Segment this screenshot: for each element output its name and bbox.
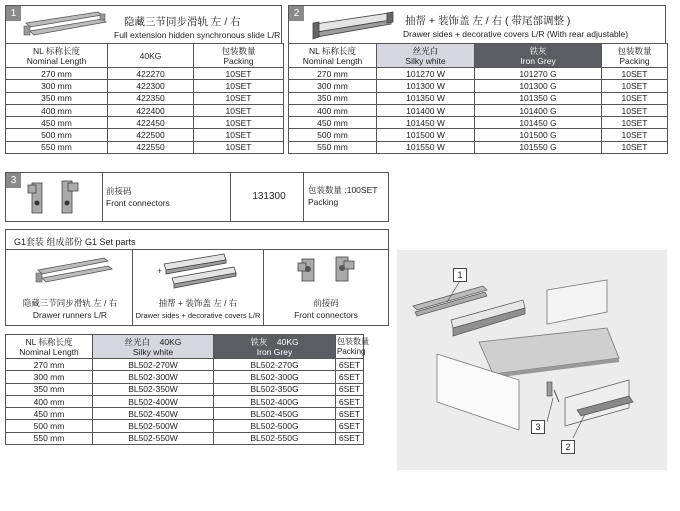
section1-table bbox=[5, 43, 284, 154]
g1-table-cell: 6SET bbox=[336, 420, 364, 432]
section2-title-en: Drawer sides + decorative covers L/R (With rear adjustable) bbox=[403, 29, 629, 39]
section1-table-cell: 500 mm bbox=[6, 129, 108, 141]
g1-drawer-side-illustration bbox=[156, 252, 240, 292]
g1-table-cell: BL502-450G bbox=[214, 408, 336, 420]
section1-table-cell: 10SET bbox=[194, 92, 284, 104]
g1-runner-illustration bbox=[34, 254, 114, 288]
section2-table-cell: 400 mm bbox=[289, 104, 377, 116]
section2-table-cell: 101350 G bbox=[475, 92, 602, 104]
section2-table-cell: 101300 G bbox=[475, 80, 602, 92]
section1-pack-header: 包装数量 Packing bbox=[194, 44, 284, 68]
drawer-assembly-illustration bbox=[397, 250, 667, 470]
g1-table-cell: BL502-400W bbox=[93, 395, 214, 407]
section1-table-cell: 550 mm bbox=[6, 141, 108, 153]
section1-table-row bbox=[6, 68, 284, 80]
section2-table-cell: 10SET bbox=[602, 80, 668, 92]
g1-table-row bbox=[6, 408, 364, 420]
section2-pack-header: 包装数量 Packing bbox=[602, 44, 668, 68]
section2-table-row bbox=[289, 104, 668, 116]
section1-table-cell: 10SET bbox=[194, 104, 284, 116]
section1-table-cell: 10SET bbox=[194, 68, 284, 80]
g1-table-row bbox=[6, 432, 364, 444]
section1-table-cell: 350 mm bbox=[6, 92, 108, 104]
section2-table-cell: 101350 W bbox=[377, 92, 475, 104]
g1-table-cell: 270 mm bbox=[6, 359, 93, 371]
g1-part3-en: Front connectors bbox=[294, 310, 358, 320]
section2-table-cell: 101450 W bbox=[377, 117, 475, 129]
section2-table-cell: 101550 W bbox=[377, 141, 475, 153]
section2-table-row bbox=[289, 92, 668, 104]
g1-table-row bbox=[6, 395, 364, 407]
section1-table-row bbox=[6, 129, 284, 141]
section3-pack-en: Packing bbox=[308, 197, 339, 207]
g1-table-row bbox=[6, 383, 364, 395]
slide-rail-illustration bbox=[22, 9, 112, 41]
section2-header bbox=[288, 5, 666, 43]
diagram-label-1: 1 bbox=[453, 268, 467, 282]
g1-table-cell: 400 mm bbox=[6, 395, 93, 407]
g1-part3-cn: 前接码 bbox=[313, 298, 339, 308]
section1-table-cell: 422550 bbox=[108, 141, 194, 153]
g1-table-cell: BL502-450W bbox=[93, 408, 214, 420]
section1-table-row bbox=[6, 117, 284, 129]
section2-table-cell: 10SET bbox=[602, 68, 668, 80]
section2-silky-header: 丝光白 Silky white bbox=[377, 44, 475, 68]
g1-table-cell: 500 mm bbox=[6, 420, 93, 432]
g1-table-cell: 6SET bbox=[336, 359, 364, 371]
section1-table-row bbox=[6, 80, 284, 92]
g1-table-cell: BL502-400G bbox=[214, 395, 336, 407]
g1-table-cell: 6SET bbox=[336, 432, 364, 444]
section1-table-cell: 422500 bbox=[108, 129, 194, 141]
section1-table-cell: 10SET bbox=[194, 129, 284, 141]
section2-table-cell: 300 mm bbox=[289, 80, 377, 92]
section1-load-header: 40KG bbox=[108, 44, 194, 68]
section1-table-cell: 422270 bbox=[108, 68, 194, 80]
g1-table-row bbox=[6, 359, 364, 371]
g1-part2-cn: 抽帮 + 装饰盖 左 / 右 bbox=[158, 298, 238, 308]
g1-table-cell: BL502-300W bbox=[93, 371, 214, 383]
g1-part1-cn: 隐藏三节同步滑轨 左 / 右 bbox=[22, 298, 118, 308]
section2-table-cell: 10SET bbox=[602, 104, 668, 116]
section1-table-cell: 450 mm bbox=[6, 117, 108, 129]
g1-silky-header: 丝光白 40KG Silky white bbox=[93, 335, 214, 359]
section3-box bbox=[5, 172, 389, 222]
section1-table-cell: 400 mm bbox=[6, 104, 108, 116]
section2-table-cell: 101400 W bbox=[377, 104, 475, 116]
g1-table-cell: BL502-300G bbox=[214, 371, 336, 383]
assembly-diagram bbox=[397, 250, 667, 470]
section2-table-cell: 101400 G bbox=[475, 104, 602, 116]
g1-table-row bbox=[6, 371, 364, 383]
g1-table-cell: BL502-270G bbox=[214, 359, 336, 371]
g1-parts-box bbox=[5, 229, 389, 326]
diagram-label-2: 2 bbox=[561, 440, 575, 454]
g1-table-cell: BL502-270W bbox=[93, 359, 214, 371]
section2-table-cell: 101450 G bbox=[475, 117, 602, 129]
section1-table-cell: 422300 bbox=[108, 80, 194, 92]
section1-table-row bbox=[6, 104, 284, 116]
g1-table-cell: BL502-550G bbox=[214, 432, 336, 444]
section2-table-cell: 500 mm bbox=[289, 129, 377, 141]
section2-table-cell: 10SET bbox=[602, 117, 668, 129]
section2-iron-header: 铁灰 Iron Grey bbox=[475, 44, 602, 68]
section1-title-cn: 隐藏三节同步滑轨 左 / 右 bbox=[124, 16, 241, 28]
g1-table-cell: 300 mm bbox=[6, 371, 93, 383]
g1-table-cell: BL502-550W bbox=[93, 432, 214, 444]
g1-pack-header: 包装数量 Packing bbox=[336, 335, 364, 359]
section2-table-cell: 101550 G bbox=[475, 141, 602, 153]
section1-length-header: NL 标称长度 Nominal Length bbox=[6, 44, 108, 68]
g1-table-cell: 6SET bbox=[336, 371, 364, 383]
g1-table-cell: BL502-500W bbox=[93, 420, 214, 432]
section2-title-cn: 抽帮 + 装饰盖 左 / 右 ( 带尾部调整 ) bbox=[405, 15, 571, 27]
g1-table bbox=[5, 334, 369, 445]
section2-table-cell: 101300 W bbox=[377, 80, 475, 92]
section2-table-cell: 10SET bbox=[602, 92, 668, 104]
section1-table-cell: 300 mm bbox=[6, 80, 108, 92]
section1-title-en: Full extension hidden synchronous slide L/R bbox=[114, 30, 281, 40]
g1-part1-en: Drawer runners L/R bbox=[32, 310, 108, 320]
g1-table-cell: 6SET bbox=[336, 408, 364, 420]
drawer-side-illustration bbox=[311, 10, 397, 42]
g1-title: G1套装 组成部份 G1 Set parts bbox=[14, 237, 136, 247]
section3-number: 3 bbox=[6, 173, 21, 188]
section1-table-cell: 10SET bbox=[194, 117, 284, 129]
section2-table-row bbox=[289, 141, 668, 153]
section2-length-header: NL 标称长度 Nominal Length bbox=[289, 44, 377, 68]
g1-table-cell: 350 mm bbox=[6, 383, 93, 395]
section2-table-cell: 270 mm bbox=[289, 68, 377, 80]
diagram-label-3: 3 bbox=[531, 420, 545, 434]
section3-name-en: Front connectors bbox=[106, 198, 170, 208]
g1-table-cell: 6SET bbox=[336, 395, 364, 407]
section2-table-row bbox=[289, 80, 668, 92]
section1-table-cell: 422450 bbox=[108, 117, 194, 129]
section2-table-cell: 101270 G bbox=[475, 68, 602, 80]
section1-table-row bbox=[6, 141, 284, 153]
section1-number: 1 bbox=[6, 6, 21, 21]
g1-connector-illustration bbox=[296, 253, 360, 291]
front-connector-illustration bbox=[26, 177, 82, 219]
section2-table-row bbox=[289, 68, 668, 80]
section2-table-cell: 101500 W bbox=[377, 129, 475, 141]
section2-table-cell: 101270 W bbox=[377, 68, 475, 80]
section3-pack-cn: 包装数量 :100SET bbox=[308, 185, 378, 195]
g1-iron-header: 铁灰 40KG Iron Grey bbox=[214, 335, 336, 359]
section1-table-cell: 10SET bbox=[194, 80, 284, 92]
g1-length-header: NL 标称长度 Nominal Length bbox=[6, 335, 93, 359]
section2-table-cell: 550 mm bbox=[289, 141, 377, 153]
g1-table-cell: 6SET bbox=[336, 383, 364, 395]
section2-number: 2 bbox=[289, 6, 304, 21]
g1-table-cell: 450 mm bbox=[6, 408, 93, 420]
section3-code: 131300 bbox=[252, 191, 286, 202]
section2-table-cell: 450 mm bbox=[289, 117, 377, 129]
g1-table-cell: BL502-350W bbox=[93, 383, 214, 395]
g1-table-cell: 550 mm bbox=[6, 432, 93, 444]
section1-table-cell: 270 mm bbox=[6, 68, 108, 80]
section1-table-cell: 10SET bbox=[194, 141, 284, 153]
section2-table bbox=[288, 43, 668, 154]
section3-name-cn: 前接码 bbox=[106, 186, 132, 196]
section2-table-cell: 101500 G bbox=[475, 129, 602, 141]
section2-table-cell: 10SET bbox=[602, 141, 668, 153]
svg-text:+: + bbox=[157, 266, 163, 276]
g1-table-cell: BL502-500G bbox=[214, 420, 336, 432]
section1-header bbox=[5, 5, 282, 43]
section1-table-cell: 422350 bbox=[108, 92, 194, 104]
section2-table-cell: 350 mm bbox=[289, 92, 377, 104]
section1-table-row bbox=[6, 92, 284, 104]
g1-table-row bbox=[6, 420, 364, 432]
section2-table-cell: 10SET bbox=[602, 129, 668, 141]
section2-table-row bbox=[289, 129, 668, 141]
g1-part2-en: Drawer sides + decorative covers L/R bbox=[135, 311, 261, 320]
section2-table-row bbox=[289, 117, 668, 129]
section1-table-cell: 422400 bbox=[108, 104, 194, 116]
g1-table-cell: BL502-350G bbox=[214, 383, 336, 395]
